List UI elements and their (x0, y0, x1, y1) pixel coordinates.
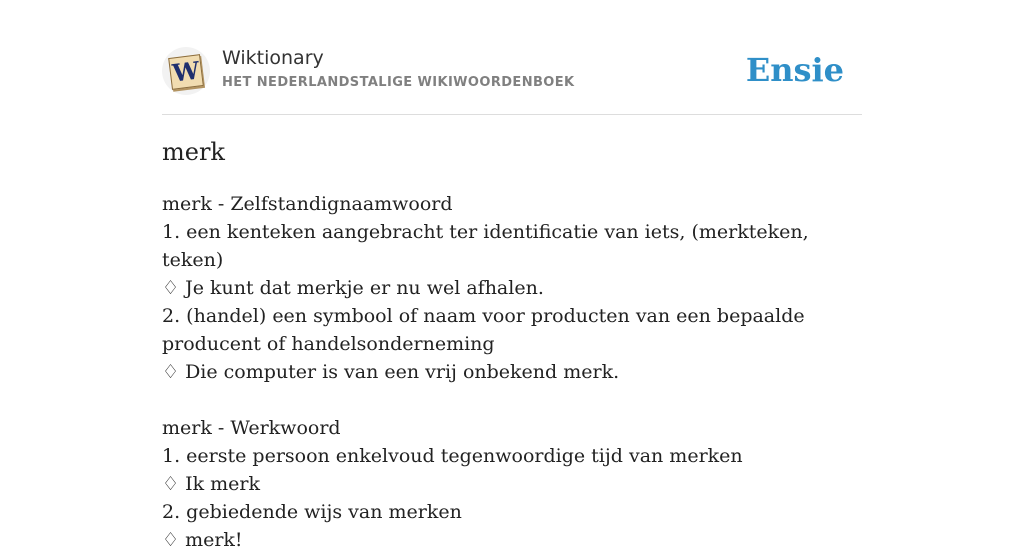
definition-section (162, 414, 862, 554)
definition-line: 1. een kenteken aangebracht ter identificatie van iets, (merkteken, teken) (162, 221, 809, 271)
ensie-brand-logo[interactable]: Ensie (745, 51, 844, 89)
section-heading: merk - Werkwoord (162, 417, 341, 439)
example-line: ♢ Ik merk (162, 473, 260, 495)
wiktionary-tile-icon: W (168, 54, 204, 90)
example-line: ♢ merk! (162, 529, 243, 551)
section-spacer (162, 386, 862, 414)
example-line: ♢ Die computer is van een vrij onbekend merk. (162, 361, 620, 383)
definition-list (162, 190, 862, 554)
example-line: ♢ Je kunt dat merkje er nu wel afhalen. (162, 277, 544, 299)
entry-title: merk (162, 138, 225, 166)
site-name[interactable]: Wiktionary (222, 47, 324, 69)
definition-section (162, 190, 862, 386)
section-heading: merk - Zelfstandignaamwoord (162, 193, 453, 215)
site-header (162, 44, 862, 115)
definition-line: 2. gebiedende wijs van merken (162, 501, 462, 523)
definition-line: 1. eerste persoon enkelvoud tegenwoordige tijd van merken (162, 445, 743, 467)
wiktionary-logo[interactable] (162, 47, 210, 95)
page (162, 0, 862, 551)
definition-line: 2. (handel) een symbool of naam voor producten van een bepaalde producent of handelsonderneming (162, 305, 805, 355)
site-tagline: HET NEDERLANDSTALIGE WIKIWOORDENBOEK (222, 75, 575, 90)
